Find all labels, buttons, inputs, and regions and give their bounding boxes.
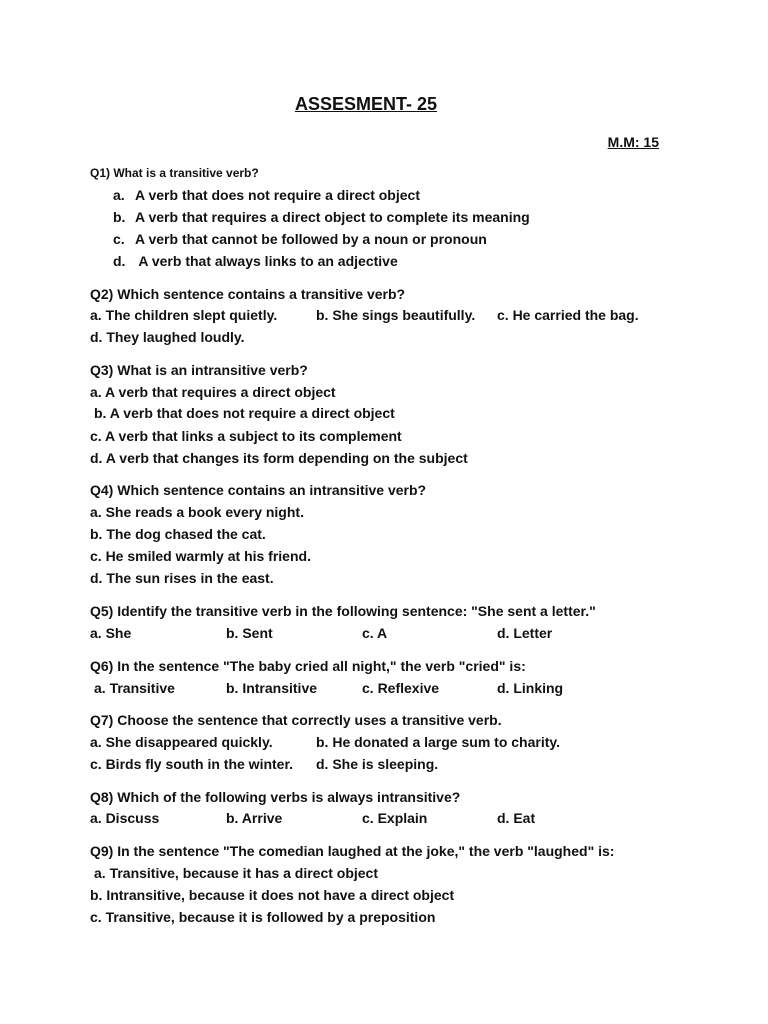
q6-option-d: d. Linking xyxy=(497,680,564,696)
q7-option-d: d. She is sleeping. xyxy=(316,756,439,772)
q1-option-a-letter: a. xyxy=(113,187,125,203)
q4-option-b: b. The dog chased the cat. xyxy=(90,526,266,542)
q2-option-a: a. The children slept quietly. xyxy=(90,307,278,323)
q2-option-d: d. They laughed loudly. xyxy=(90,329,245,345)
q1-option-c-letter: c. xyxy=(113,231,125,247)
q7-option-b: b. He donated a large sum to charity. xyxy=(316,734,561,750)
q3-question: Q3) What is an intransitive verb? xyxy=(90,362,308,378)
q9-question: Q9) In the sentence "The comedian laughed at the joke," the verb "laughed" is: xyxy=(90,843,615,859)
q4-option-a: a. She reads a book every night. xyxy=(90,504,304,520)
q3-option-b: b. A verb that does not require a direct object xyxy=(94,405,395,421)
q1-option-d-letter: d. xyxy=(113,253,126,269)
q1-option-c-text: A verb that cannot be followed by a noun or pronoun xyxy=(135,231,487,247)
q1-option-b-letter: b. xyxy=(113,209,126,225)
q1-question: Q1) What is a transitive verb? xyxy=(90,166,259,180)
q5-option-a: a. She xyxy=(90,625,132,641)
q5-option-c: c. A xyxy=(362,625,388,641)
q6-question: Q6) In the sentence "The baby cried all night," the verb "cried" is: xyxy=(90,658,526,674)
q4-question: Q4) Which sentence contains an intransitive verb? xyxy=(90,482,427,498)
q1-option-d-text: A verb that always links to an adjective xyxy=(135,253,398,269)
q5-option-b: b. Sent xyxy=(226,625,273,641)
q1-option-b xyxy=(113,209,530,225)
q2-option-c: c. He carried the bag. xyxy=(497,307,639,323)
assessment-title: ASSESMENT- 25 xyxy=(294,94,438,114)
q9-option-b: b. Intransitive, because it does not have a direct object xyxy=(90,887,455,903)
q3-option-d: d. A verb that changes its form depending on the subject xyxy=(90,450,468,466)
q7-option-c: c. Birds fly south in the winter. xyxy=(90,756,294,772)
q8-option-a: a. Discuss xyxy=(90,810,160,826)
q9-option-a: a. Transitive, because it has a direct object xyxy=(94,865,379,881)
q7-question: Q7) Choose the sentence that correctly uses a transitive verb. xyxy=(90,712,502,728)
q4-option-d: d. The sun rises in the east. xyxy=(90,570,274,586)
q1-option-d xyxy=(113,253,398,269)
q1-option-a-text: A verb that does not require a direct object xyxy=(135,187,420,203)
q9-option-c: c. Transitive, because it is followed by a preposition xyxy=(90,909,436,925)
q2-question: Q2) Which sentence contains a transitive verb? xyxy=(90,286,406,302)
q8-option-c: c. Explain xyxy=(362,810,428,826)
q8-question: Q8) Which of the following verbs is always intransitive? xyxy=(90,789,461,805)
q6-option-b: b. Intransitive xyxy=(226,680,318,696)
q3-option-c: c. A verb that links a subject to its complement xyxy=(90,428,402,444)
q5-question: Q5) Identify the transitive verb in the following sentence: "She sent a letter." xyxy=(90,603,596,619)
max-marks: M.M: 15 xyxy=(607,134,659,150)
q8-option-d: d. Eat xyxy=(497,810,536,826)
q1-option-a xyxy=(113,187,420,203)
q7-option-a: a. She disappeared quickly. xyxy=(90,734,273,750)
q4-option-c: c. He smiled warmly at his friend. xyxy=(90,548,311,564)
q8-option-b: b. Arrive xyxy=(226,810,283,826)
q1-option-b-text: A verb that requires a direct object to complete its meaning xyxy=(135,209,530,225)
q6-option-a: a. Transitive xyxy=(94,680,175,696)
q2-option-b: b. She sings beautifully. xyxy=(316,307,476,323)
q5-option-d: d. Letter xyxy=(497,625,553,641)
q6-option-c: c. Reflexive xyxy=(362,680,440,696)
q3-option-a: a. A verb that requires a direct object xyxy=(90,384,336,400)
q1-option-c xyxy=(113,231,487,247)
